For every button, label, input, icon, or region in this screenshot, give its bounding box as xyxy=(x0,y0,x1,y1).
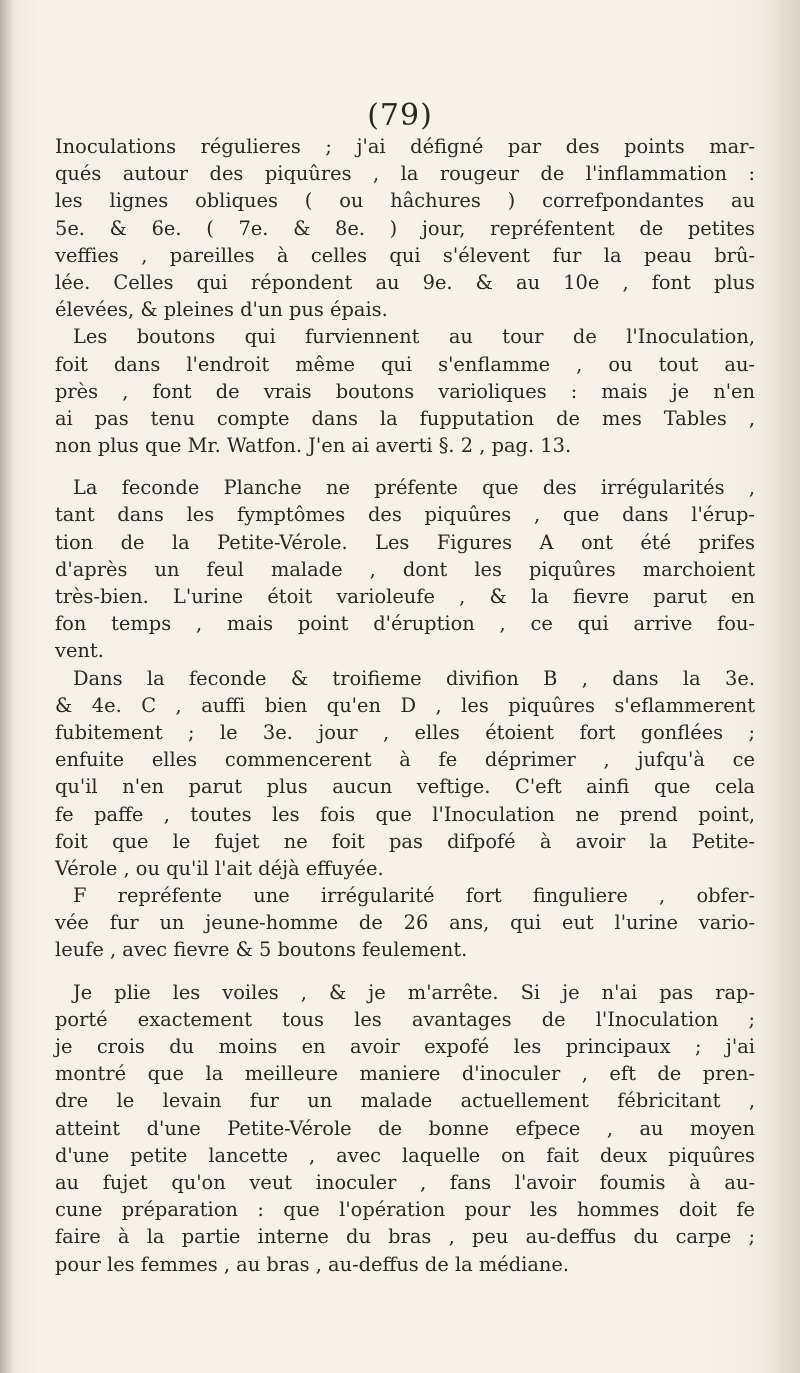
text-line: tant dans les fymptômes des piquûres , que dans l'érup- xyxy=(55,503,755,527)
text-line: fubitement ; le 3e. jour , elles étoient fort gonflées ; xyxy=(55,720,755,744)
text-line: qu'il n'en parut plus aucun veftige. C'eft ainfi que cela xyxy=(55,775,755,799)
text-line: près , font de vrais boutons varioliques : mais je n'en xyxy=(55,379,755,403)
text-line: atteint d'une Petite-Vérole de bonne efpece , au moyen xyxy=(55,1116,755,1140)
text-line: vée fur un jeune-homme de 26 ans, qui eut l'urine vario- xyxy=(55,911,755,935)
text-line: foit que le fujet ne foit pas difpofé à avoir la Petite- xyxy=(55,829,755,853)
text-line: au fujet qu'on veut inoculer , fans l'avoir foumis à au- xyxy=(55,1170,755,1194)
text-line: leufe , avec fievre & 5 boutons feulement. xyxy=(55,938,468,962)
text-line: d'une petite lancette , avec laquelle on fait deux piquûres xyxy=(55,1143,755,1167)
text-line: vent. xyxy=(55,639,104,663)
text-line: élevées, & pleines d'un pus épais. xyxy=(55,298,388,322)
text-line: La feconde Planche ne préfente que des irrégularités , xyxy=(73,476,755,500)
text-line: F repréfente une irrégularité fort finguliere , obfer- xyxy=(73,884,755,908)
text-line: Les boutons qui furviennent au tour de l'Inoculation, xyxy=(73,325,755,349)
text-line: Vérole , ou qu'il l'ait déjà effuyée. xyxy=(55,856,384,880)
text-line: cune préparation : que l'opération pour les hommes doit fe xyxy=(55,1198,755,1222)
paragraph-6 xyxy=(55,979,755,1278)
text-line: dre le levain fur un malade actuellement fébricitant , xyxy=(55,1089,755,1113)
text-line: enfuite elles commencerent à fe déprimer , jufqu'à ce xyxy=(55,748,755,772)
text-line: Je plie les voiles , & je m'arrête. Si je n'ai pas rap- xyxy=(73,980,755,1004)
text-line: Dans la feconde & troifieme divifion B , dans la 3e. xyxy=(73,666,755,690)
binding-shadow xyxy=(0,0,14,1373)
paragraph-3 xyxy=(55,474,755,664)
paragraph-gap xyxy=(55,964,755,979)
text-line: ai pas tenu compte dans la fupputation de mes Tables , xyxy=(55,406,755,430)
page-number: (79) xyxy=(367,98,433,133)
text-line: non plus que Mr. Watfon. J'en ai averti §. 2 , pag. 13. xyxy=(55,434,572,458)
text-line: qués autour des piquûres , la rougeur de l'inflammation : xyxy=(55,162,755,186)
paragraph-gap xyxy=(55,459,755,474)
paragraph-5 xyxy=(55,882,755,964)
text-line: tion de la Petite-Vérole. Les Figures A ont été prifes xyxy=(55,530,755,554)
body-text xyxy=(55,133,755,1278)
text-line: faire à la partie interne du bras , peu au-deffus du carpe ; xyxy=(55,1225,755,1249)
text-line: Inoculations régulieres ; j'ai défigné par des points mar- xyxy=(55,135,755,158)
paragraph-2 xyxy=(55,323,755,459)
text-line: montré que la meilleure maniere d'inoculer , eft de pren- xyxy=(55,1062,755,1086)
text-line: pour les femmes , au bras , au-deffus de la médiane. xyxy=(55,1252,570,1276)
paragraph-1 xyxy=(55,133,755,323)
text-line: fon temps , mais point d'éruption , ce qui arrive fou- xyxy=(55,612,755,636)
text-line: d'après un feul malade , dont les piquûres marchoient xyxy=(55,557,755,581)
paragraph-4 xyxy=(55,665,755,883)
text-line: très-bien. L'urine étoit varioleufe , & la fievre parut en xyxy=(55,585,755,608)
text-line: porté exactement tous les avantages de l'Inoculation ; xyxy=(55,1007,755,1031)
text-line: lée. Celles qui répondent au 9e. & au 10e , font plus xyxy=(55,270,755,294)
text-line: & 4e. C , auffi bien qu'en D , les piquûres s'eflammerent xyxy=(55,693,755,717)
text-line: fe paffe , toutes les fois que l'Inoculation ne prend point, xyxy=(55,802,755,826)
text-line: je crois du moins en avoir expofé les principaux ; j'ai xyxy=(55,1035,755,1058)
page-edge-shadow xyxy=(764,0,800,1373)
text-line: foit dans l'endroit même qui s'enflamme , ou tout au- xyxy=(55,352,755,376)
text-line: les lignes obliques ( ou hâchures ) correfpondantes au xyxy=(55,189,755,213)
text-line: 5e. & 6e. ( 7e. & 8e. ) jour, repréfentent de petites xyxy=(55,216,755,240)
text-line: veffies , pareilles à celles qui s'élevent fur la peau brû- xyxy=(55,243,755,267)
